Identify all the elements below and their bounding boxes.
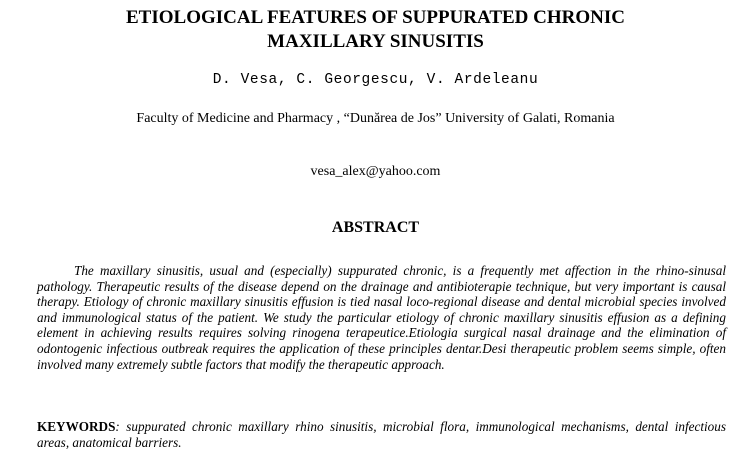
affiliation: Faculty of Medicine and Pharmacy , “Dunărea de Jos” University of Galati, Romania [136,111,615,126]
keywords-label: KEYWORDS [37,419,116,434]
abstract-heading: ABSTRACT [331,219,420,236]
abstract-body: The maxillary sinusitis, usual and (especially) suppurated chronic, is a frequently met affection in the rhino-sinusal pathology. Therapeutic results of the disease depend on the drainage and antibioterapie technique, but very important is causal therapy. Etiology of chronic maxillary sinusitis effusion is tied nasal loco-regional disease and dental microbial species involved and immunological status of the patient. We study the particular etiology of chronic maxillary sinusitis effusion as a defining element in achieving results requires solving rinogena terapeutice.Etiologia surgical nasal drainage and the elimination of odontogenic infectious outbreak requires the application of these principles dentar.Desi therapeutic problem seems simple, often involved many extremely subtle factors that modify the therapeutic approach. [37,263,726,372]
title-line-2: MAXILLARY SINUSITIS [267,31,484,52]
contact-email: vesa_alex@yahoo.com [310,164,441,179]
keywords-paragraph [37,419,726,451]
keywords-text: : suppurated chronic maxillary rhino sinusitis, microbial flora, immunological mechanisms, dental infectious areas, anatomical barriers. [37,419,726,450]
author-list: D. Vesa, C. Georgescu, V. Ardeleanu [212,72,539,88]
title-line-1: ETIOLOGICAL FEATURES OF SUPPURATED CHRONIC [126,7,625,28]
paper-title [0,6,751,54]
